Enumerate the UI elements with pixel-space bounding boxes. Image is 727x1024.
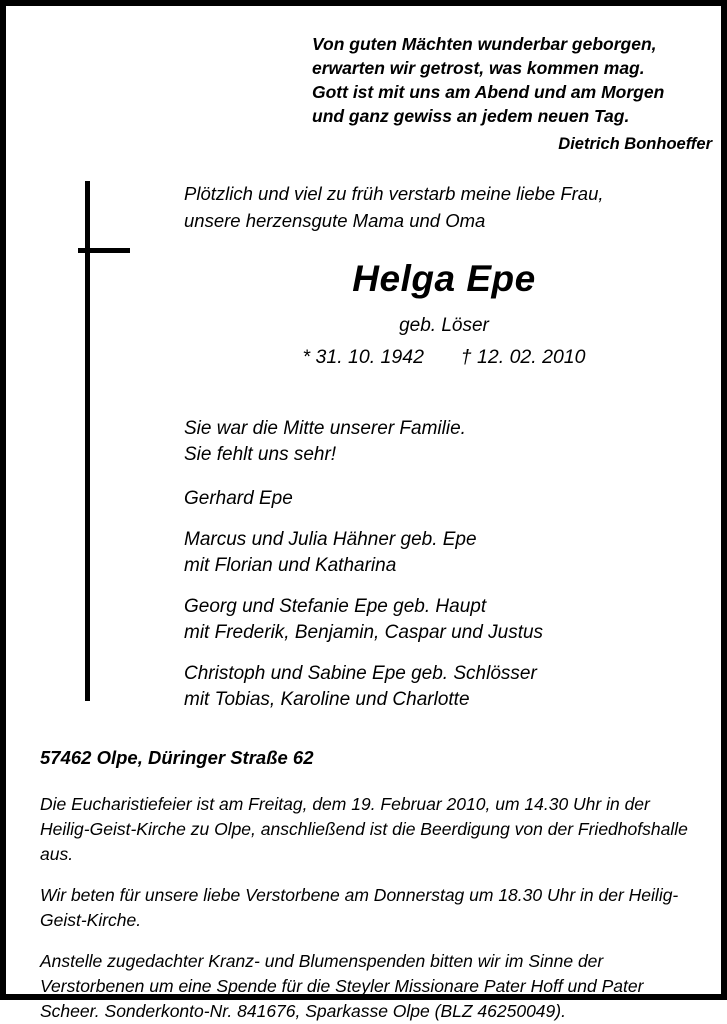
verse-line-1: Von guten Mächten wunderbar geborgen, (312, 34, 657, 54)
death-date: † 12. 02. 2010 (460, 346, 586, 368)
announcement-intro-line-1: Plötzlich und viel zu früh verstarb meine liebe Frau, (184, 183, 604, 204)
family-list (184, 486, 714, 714)
family-group (184, 486, 714, 513)
memorial-line-1: Sie war die Mitte unserer Familie. (184, 418, 466, 439)
family-line: Marcus und Julia Hähner geb. Epe (184, 528, 477, 550)
cross-horizontal-bar (78, 248, 130, 253)
verse-author: Dietrich Bonhoeffer (558, 135, 712, 153)
family-line: Georg und Stefanie Epe geb. Haupt (184, 595, 487, 617)
address-line: 57462 Olpe, Düringer Straße 62 (40, 747, 314, 768)
cross-icon (78, 181, 130, 701)
family-group (184, 527, 714, 580)
family-line: mit Frederik, Benjamin, Caspar und Justus (184, 622, 544, 643)
family-line: Gerhard Epe (184, 488, 293, 509)
service-note-donation: Anstelle zugedachter Kranz- und Blumenspenden bitten wir im Sinne der Verstorbenen um eine Spende für die Steyler Missionare Pater Hoff und Pater Scheer. Sonderkonto-Nr. 841676, Sparkasse Olpe (BLZ 46250049). (40, 951, 644, 1021)
deceased-name: Helga Epe (352, 258, 536, 299)
verse-line-4: und ganz gewiss an jedem neuen Tag. (312, 106, 630, 126)
service-note-prayer: Wir beten für unsere liebe Verstorbene am Donnerstag um 18.30 Uhr in der Heilig-Geist-Kirche. (40, 885, 679, 930)
cross-vertical-bar (85, 181, 90, 701)
verse-line-2: erwarten wir getrost, was kommen mag. (312, 58, 645, 78)
memorial-text (184, 416, 704, 468)
family-line: Christoph und Sabine Epe geb. Schlösser (184, 662, 537, 684)
family-line: mit Florian und Katharina (184, 555, 397, 576)
life-dates (184, 346, 704, 369)
verse-block (312, 32, 712, 156)
family-group (184, 594, 714, 647)
announcement-intro-line-2: unsere herzensgute Mama und Oma (184, 210, 486, 231)
obituary-content (6, 6, 721, 1021)
service-notes (40, 792, 700, 1024)
family-line: mit Tobias, Karoline und Charlotte (184, 689, 470, 710)
birth-date: * 31. 10. 1942 (302, 346, 424, 368)
verse-line-3: Gott ist mit uns am Abend und am Morgen (312, 82, 665, 102)
family-group (184, 661, 714, 714)
announcement-intro (184, 180, 704, 234)
memorial-line-2: Sie fehlt uns sehr! (184, 444, 337, 465)
service-note-mass: Die Eucharistiefeier ist am Freitag, dem 19. Februar 2010, um 14.30 Uhr in der Heilig-Geist-Kirche zu Olpe, anschließend ist die Beerdigung von der Friedhofshalle aus. (40, 794, 688, 864)
deceased-maiden-name: geb. Löser (399, 315, 489, 336)
